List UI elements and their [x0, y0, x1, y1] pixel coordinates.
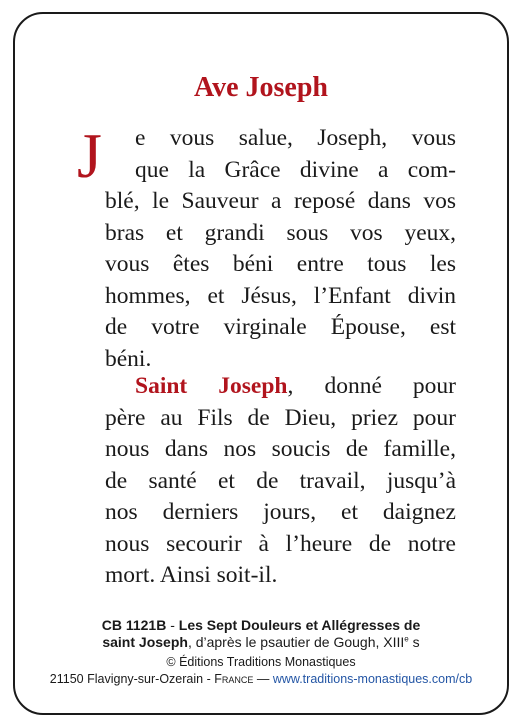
- prayer-line: hommes, et Jésus, l’Enfant divin: [105, 282, 456, 309]
- prayer-line: père au Fils de Dieu, priez pour: [105, 404, 456, 431]
- prayer-line: que la Grâce divine a com-: [135, 156, 456, 183]
- saint-joseph-emphasis: Saint Joseph: [135, 373, 288, 399]
- footer-copyright: © Éditions Traditions Monastiques: [166, 655, 356, 669]
- prayer-line: béni.: [105, 345, 152, 372]
- publisher-website-link[interactable]: www.traditions-monastiques.com/cb: [272, 672, 473, 686]
- publisher-country: France: [214, 672, 254, 686]
- prayer-title: Ave Joseph: [193, 72, 329, 103]
- century-superscript: e: [404, 634, 409, 644]
- reference-source: , d’après le psautier de Gough, XIII: [187, 634, 405, 650]
- prayer-card: [13, 12, 509, 715]
- prayer-line: mort. Ainsi soit-il.: [105, 562, 278, 588]
- footer-address-line: [15, 672, 507, 686]
- publisher-address: 21150 Flavigny-sur-Ozerain -: [49, 672, 215, 686]
- footer-reference-line-2: [15, 634, 507, 650]
- prayer-line: nos derniers jours, et daignez: [105, 499, 456, 525]
- prayer-line: e vous salue, Joseph, vous: [135, 125, 456, 151]
- prayer-line: blé, le Sauveur a reposé dans vos: [105, 188, 456, 214]
- prayer-line: vous êtes béni entre tous les: [105, 251, 456, 277]
- footer-dash: —: [253, 672, 273, 686]
- prayer-paragraph-1: [77, 120, 456, 375]
- prayer-line: de votre virginale Épouse, est: [105, 314, 456, 340]
- prayer-line: de santé et de travail, jusqu’à: [105, 467, 456, 494]
- century-suffix: s: [408, 634, 420, 650]
- reference-title: Les Sept Douleurs et Allégresses de: [178, 617, 421, 633]
- footer-reference-line-1: [15, 617, 507, 633]
- prayer-line: nous secourir à l’heure de notre: [105, 530, 456, 557]
- prayer-paragraph-2: [105, 371, 456, 592]
- reference-code: CB 1121B: [101, 617, 167, 633]
- prayer-line: bras et grandi sous vos yeux,: [105, 219, 456, 246]
- reference-separator: -: [166, 617, 179, 633]
- prayer-line-rest: , donné pour: [287, 373, 456, 399]
- prayer-line: nous dans nos soucis de famille,: [105, 436, 456, 462]
- prayer-line: [105, 371, 456, 403]
- drop-cap: J: [77, 120, 102, 191]
- reference-title-end: saint Joseph: [102, 634, 188, 650]
